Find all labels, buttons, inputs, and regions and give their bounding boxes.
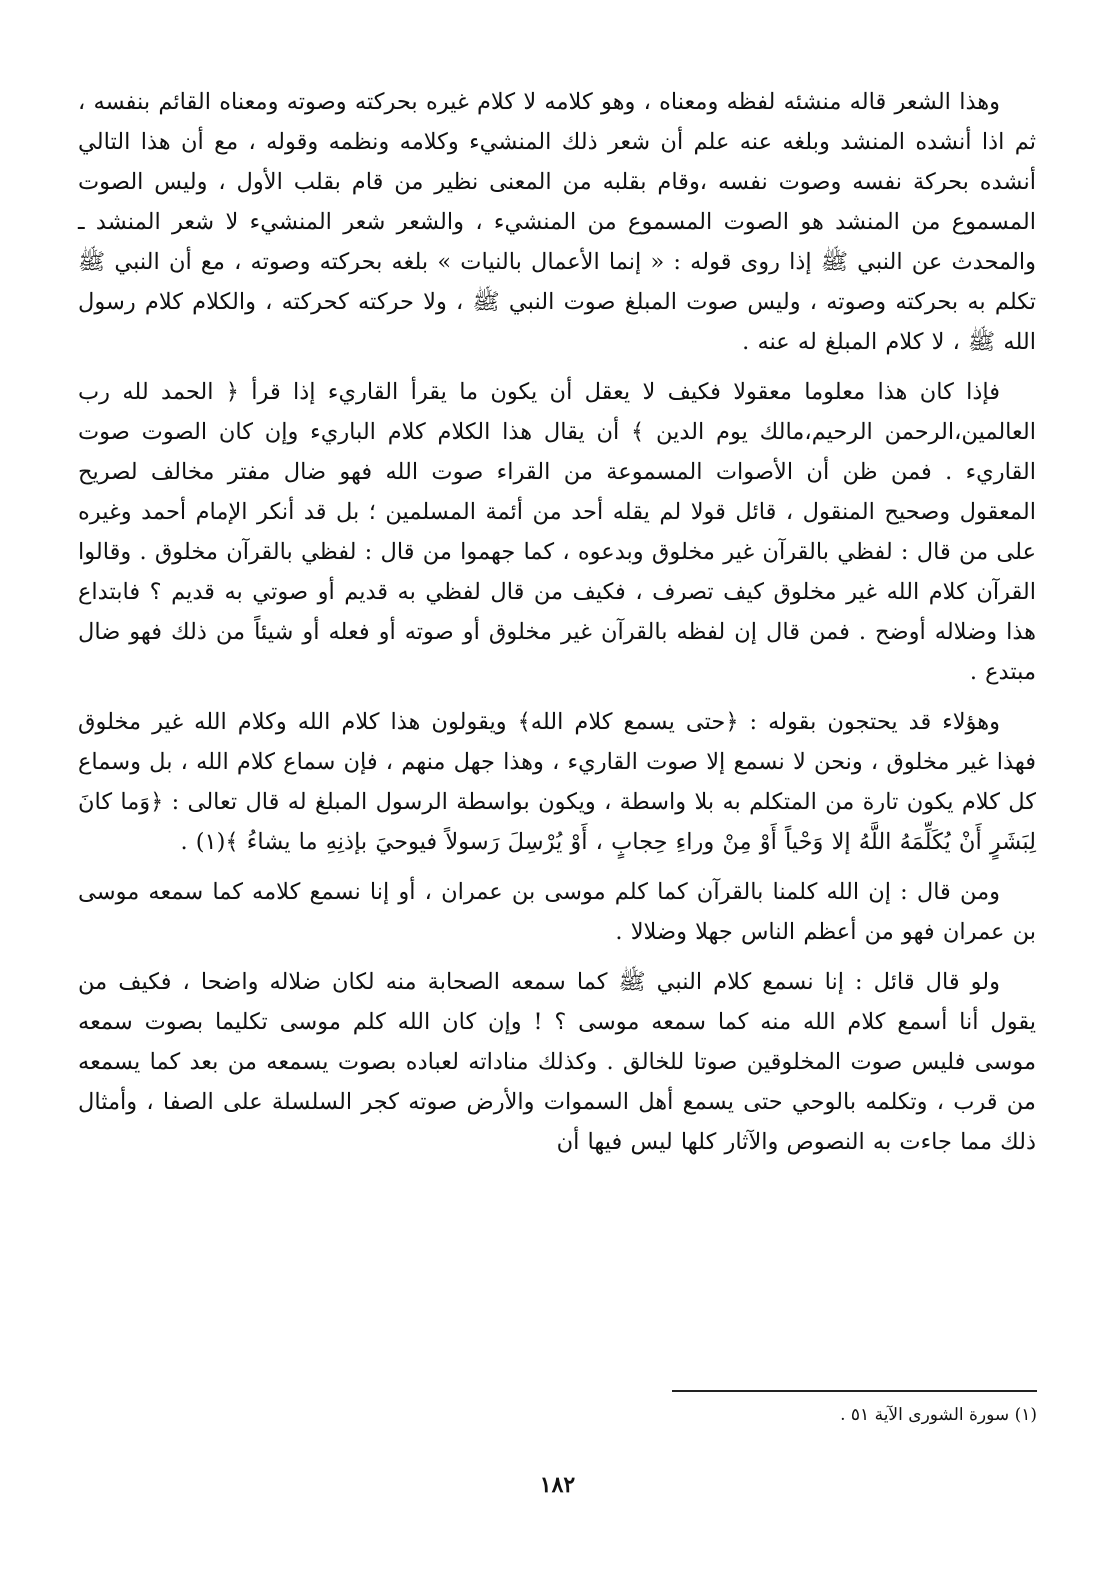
paragraph-3: وهؤلاء قد يحتجون بقوله : ﴿حتى يسمع كلام الله﴾ ويقولون هذا كلام الله وكلام الله غير مخلوق فهذا غير مخلوق ، ونحن لا نسمع إلا صوت القاريء ، وهذا جهل منهم ، فإن سماع كلام الله ، بل وسماع كل كلام يكون تارة من المتكلم به بلا واسطة ، ويكون بواسطة الرسول المبلغ له قال تعالى : ﴿وَما كانَ لِبَشَرٍ أَنْ يُكَلِّمَهُ اللَّهُ إلا وَحْياً أَوْ مِنْ وراءِ حِجابٍ ، أَوْ يُرْسِلَ رَسولاً فيوحيَ بإذنِهِ ما يشاءُ ﴾(١) . — [78, 709, 1036, 855]
paragraph-2: فإذا كان هذا معلوما معقولا فكيف لا يعقل أن يكون ما يقرأ القاريء إذا قرأ ﴿ الحمد لله رب العالمين،الرحمن الرحيم،مالك يوم الدين ﴾ أن يقال هذا الكلام كلام الباريء وإن كان الصوت صوت القاريء . فمن ظن أن الأصوات المسموعة من القراء صوت الله فهو ضال مفتر مخالف لصريح المعقول وصحيح المنقول ، قائل قولا لم يقله أحد من أئمة المسلمين ؛ بل قد أنكر الإمام أحمد وغيره على من قال : لفظي بالقرآن غير مخلوق وبدعوه ، كما جهموا من قال : لفظي بالقرآن مخلوق . وقالوا القرآن كلام الله غير مخلوق كيف تصرف ، فكيف من قال لفظي به قديم أو صوتي به قديم ؟ فابتداع هذا وضلاله أوضح . فمن قال إن لفظه بالقرآن غير مخلوق أو صوته أو فعله أو شيئاً من ذلك فهو ضال مبتدع . — [78, 379, 1036, 685]
page-number: ١٨٢ — [539, 1472, 576, 1498]
paragraph-4: ومن قال : إن الله كلمنا بالقرآن كما كلم موسى بن عمران ، أو إنا نسمع كلامه كما سمعه موسى بن عمران فهو من أعظم الناس جهلا وضلالا . — [78, 879, 1036, 945]
paragraph-5: ولو قال قائل : إنا نسمع كلام النبي ﷺ كما سمعه الصحابة منه لكان ضلاله واضحا ، فكيف من يقول أنا أسمع كلام الله منه كما سمعه موسى ؟ ! وإن كان الله كلم موسى تكليما بصوت سمعه موسى فليس صوت المخلوقين صوتا للخالق . وكذلك مناداته لعباده بصوت يسمعه من بعد كما يسمعه من قرب ، وتكلمه بالوحي حتى يسمع أهل السموات والأرض صوته كجر السلسلة على الصفا ، وأمثال ذلك مما جاءت به النصوص والآثار كلها ليس فيها أن — [78, 969, 1036, 1155]
paragraph-1: وهذا الشعر قاله منشئه لفظه ومعناه ، وهو كلامه لا كلام غيره بحركته وصوته ومعناه القائم بنفسه ، ثم اذا أنشده المنشد وبلغه عنه علم أن شعر ذلك المنشيء وكلامه ونظمه وقوله ، مع أن هذا التالي أنشده بحركة نفسه وصوت نفسه ،وقام بقلبه من المعنى نظير من قام بقلب الأول ، وليس الصوت المسموع من المنشد هو الصوت المسموع من المنشيء ، والشعر شعر المنشيء لا شعر المنشد ـ والمحدث عن النبي ﷺ إذا روى قوله : « إنما الأعمال بالنيات » بلغه بحركته وصوته ، مع أن النبي ﷺ تكلم به بحركته وصوته ، وليس صوت المبلغ صوت النبي ﷺ ، ولا حركته كحركته ، والكلام كلام رسول الله ﷺ ، لا كلام المبلغ له عنه . — [78, 89, 1036, 355]
footnote: (١) سورة الشورى الآية ٥١ . — [840, 1405, 1037, 1425]
page-body — [78, 82, 1036, 1162]
footnote-separator — [672, 1390, 1037, 1392]
